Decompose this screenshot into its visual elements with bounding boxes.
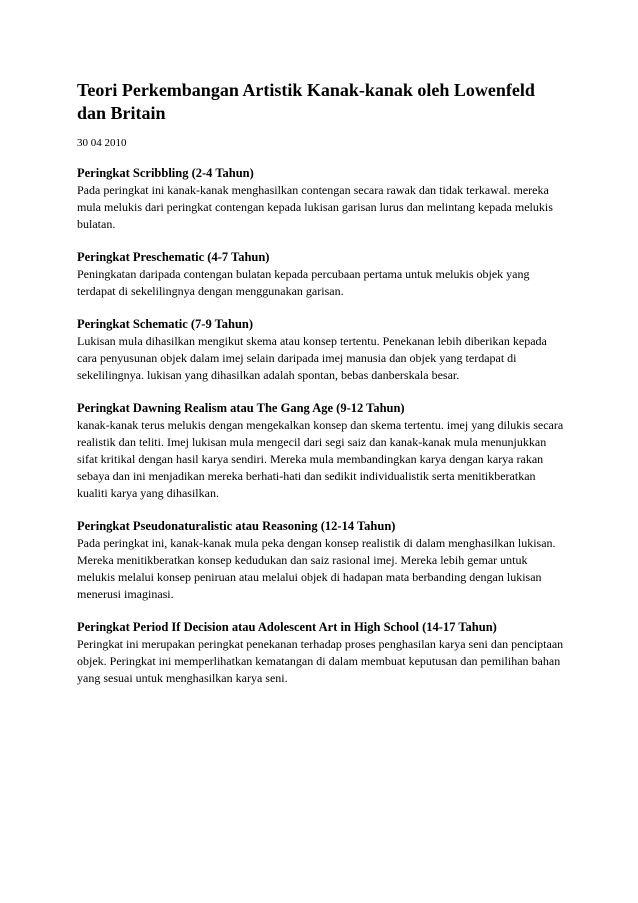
section-body: Peringkat ini merupakan peringkat penekanan terhadap proses penghasilan karya seni dan penciptaan objek. Peringkat ini memperlihatkan kematangan di dalam membuat keputusan dan pemilihan bahan yang sesuai untuk menghasilkan karya seni.	[77, 637, 564, 685]
document-title: Teori Perkembangan Artistik Kanak-kanak oleh Lowenfeld dan Britain	[77, 80, 535, 123]
section-heading: Peringkat Dawning Realism atau The Gang Age (9-12 Tahun)	[77, 401, 405, 415]
section-body: Peningkatan daripada contengan bulatan kepada percubaan pertama untuk melukis objek yang terdapat di sekelilingnya dengan menggunakan garisan.	[77, 267, 530, 298]
document-date: 30 04 2010	[77, 137, 127, 149]
section-heading: Peringkat Schematic (7-9 Tahun)	[77, 317, 254, 331]
section-dawning-realism	[77, 400, 565, 502]
section-scribbling	[77, 165, 565, 233]
document-page	[77, 79, 565, 687]
section-heading: Peringkat Preschematic (4-7 Tahun)	[77, 250, 270, 264]
section-preschematic	[77, 249, 565, 300]
section-heading: Peringkat Pseudonaturalistic atau Reasoning (12-14 Tahun)	[77, 519, 396, 533]
section-heading: Peringkat Period If Decision atau Adolescent Art in High School (14-17 Tahun)	[77, 620, 497, 634]
section-body: Pada peringkat ini kanak-kanak menghasilkan contengan secara rawak dan tidak terkawal. mereka mula melukis dari peringkat contengan kepada lukisan garisan lurus dan melintang kepada melukis bulatan.	[77, 183, 553, 231]
section-schematic	[77, 316, 565, 384]
section-body: Pada peringkat ini, kanak-kanak mula peka dengan konsep realistik di dalam menghasilkan lukisan. Mereka menitikberatkan konsep kedudukan dan saiz rasional imej. Mereka lebih gemar untuk melukis melalui konsep peniruan atau melalui objek di hadapan mata berbanding dengan lukisan menerusi imaginasi.	[77, 536, 556, 601]
section-body: kanak-kanak terus melukis dengan mengekalkan konsep dan skema tertentu. imej yang dilukis secara realistik dan teliti. Imej lukisan mula mengecil dari segi saiz dan kanak-kanak mula menunjukkan sifat kritikal dengan hasil karya sendiri. Mereka mula membandingkan karya dengan karya rakan sebaya dan ini menjadikan mereka berhati-hati dan sedikit individualistik serta menitikberatkan kualiti karya yang dihasilkan.	[77, 418, 564, 500]
section-body: Lukisan mula dihasilkan mengikut skema atau konsep tertentu. Penekanan lebih diberikan kepada cara penyusunan objek dalam imej selain daripada imej manusia dan objek yang terdapat di sekelilingnya. lukisan yang dihasilkan adalah spontan, bebas danberskala besar.	[77, 334, 547, 382]
section-period-of-decision	[77, 619, 565, 687]
section-heading: Peringkat Scribbling (2-4 Tahun)	[77, 166, 254, 180]
section-pseudonaturalistic	[77, 518, 565, 603]
